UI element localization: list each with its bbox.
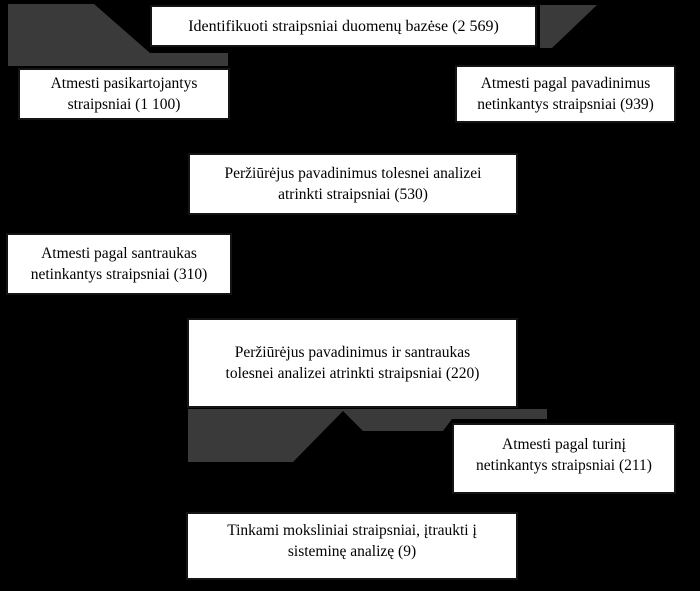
node-rejected-by-title [455, 65, 676, 123]
node-label-line: Atmesti pagal pavadinimus [480, 75, 651, 92]
node-label-line: Identifikuoti straipsniai duomenų bazėse (2 569) [188, 17, 499, 35]
node-rejected-by-content [452, 423, 676, 494]
connector-top-right-arrow [540, 5, 597, 48]
node-selected-after-title-abstract-review [187, 318, 518, 408]
node-label-line: netinkantys straipsniai (310) [30, 266, 208, 283]
node-selected-after-title-review [188, 153, 518, 215]
node-label-line: Peržiūrėjus pavadinimus ir santraukas [234, 344, 471, 361]
node-identified-articles [150, 5, 537, 47]
node-rejected-by-abstract [6, 233, 232, 295]
node-label-line: tolesnei analizei atrinkti straipsniai (220) [225, 365, 480, 382]
node-label-line: Atmesti pagal turinį [502, 435, 626, 453]
node-label-line: straipsniai (1 100) [67, 96, 181, 113]
node-included-in-systematic-analysis [186, 512, 518, 580]
node-label-line: netinkantys straipsniai (939) [477, 96, 654, 113]
node-label-line: netinkantys straipsniai (211) [476, 456, 652, 474]
node-label-line: atrinkti straipsniai (530) [278, 186, 428, 203]
node-label-line: sisteminę analizę (9) [287, 543, 417, 560]
node-label-line: Atmesti pagal santraukas [41, 245, 197, 262]
node-label-line: Peržiūrėjus pavadinimus tolesnei analizei [224, 165, 482, 182]
node-label-line: Tinkami moksliniai straipsniai, įtraukti į [227, 522, 477, 539]
node-duplicates-removed [18, 68, 230, 120]
node-label-line: Atmesti pasikartojantys [50, 75, 198, 92]
